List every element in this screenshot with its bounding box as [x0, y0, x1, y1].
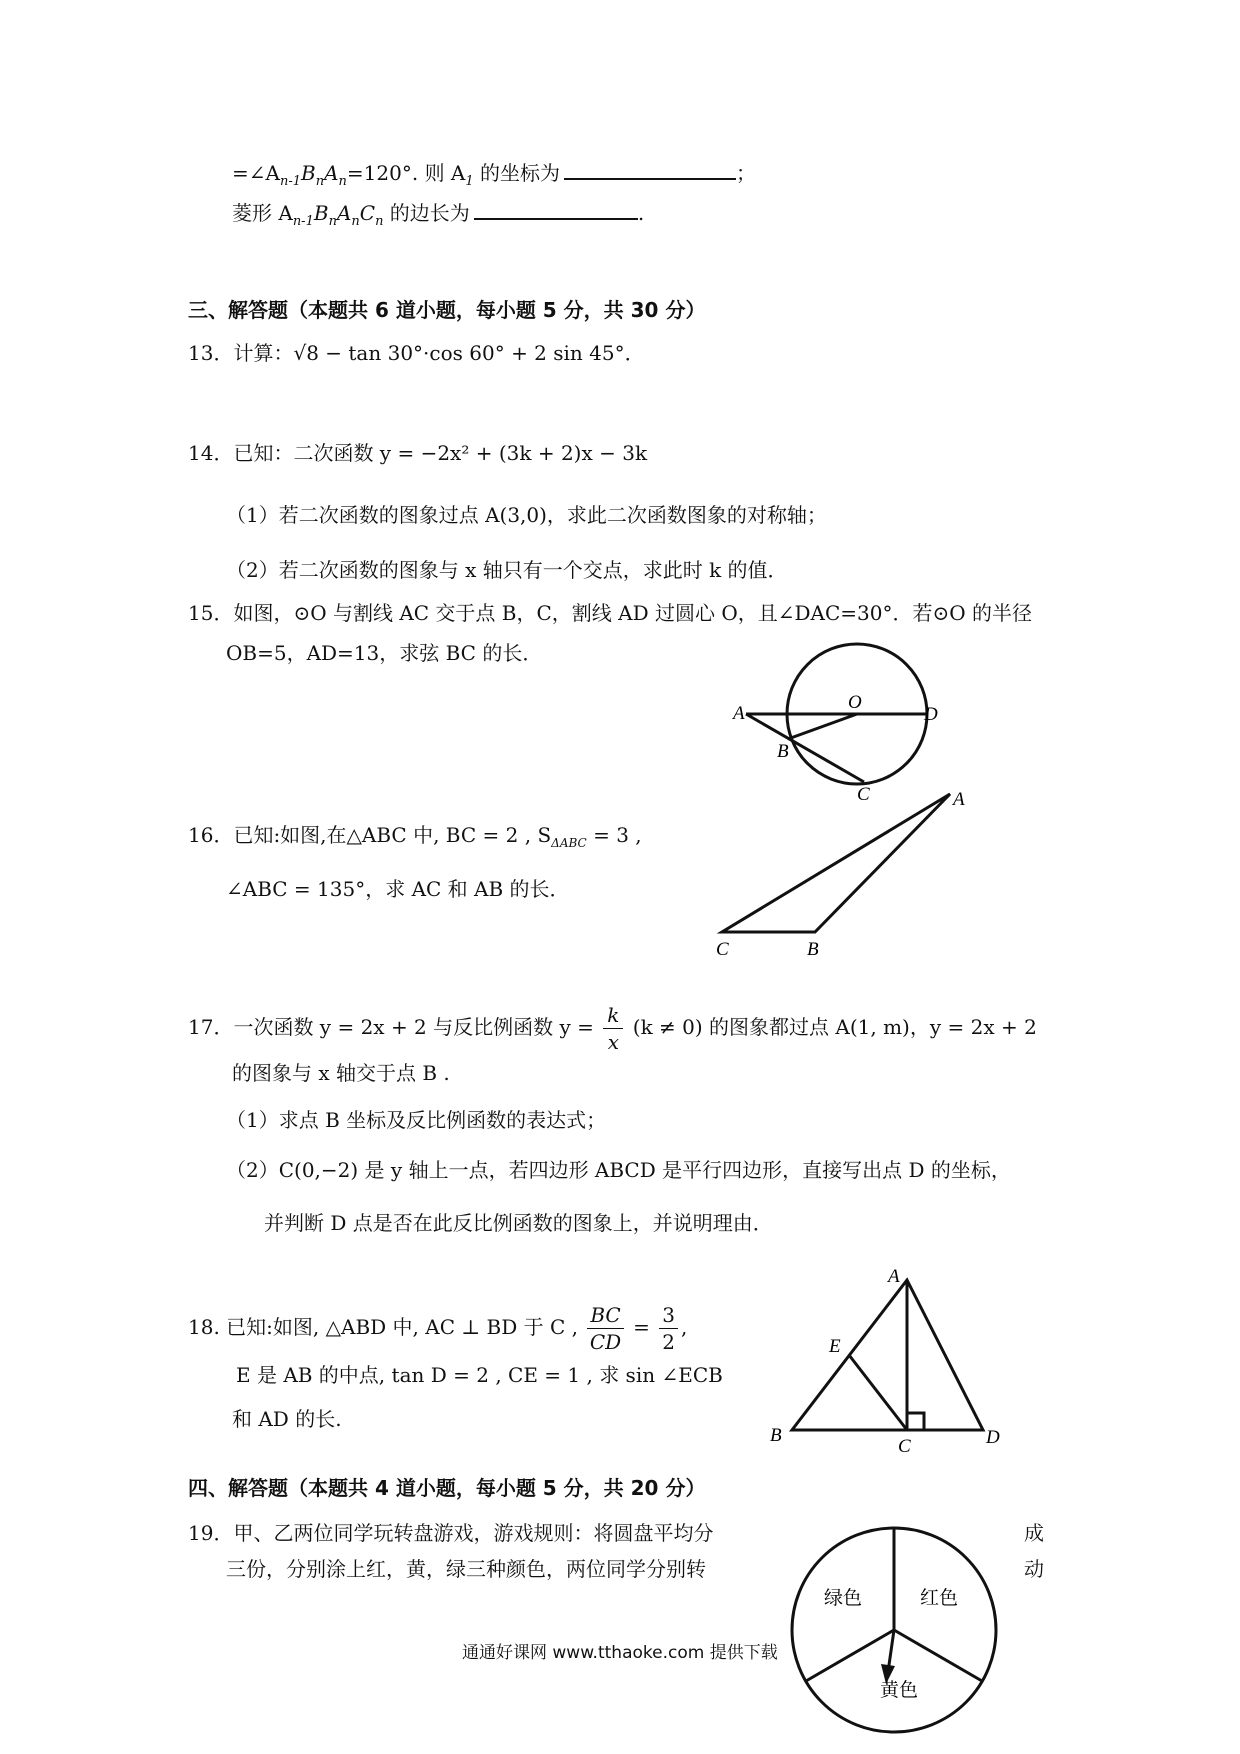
q18-label-d: D [986, 1427, 1000, 1448]
q18-label-e: E [829, 1336, 841, 1357]
q17-part2: （2）C(0,−2) 是 y 轴上一点，若四边形 ABCD 是平行四边形，直接写出点 D 的坐标， [226, 1158, 1011, 1182]
section-4-title: 四、解答题（本题共 4 道小题，每小题 5 分，共 20 分） [188, 1476, 706, 1500]
q17-line2: 的图象与 x 轴交于点 B . [232, 1061, 450, 1085]
q18-label-c: C [898, 1436, 911, 1457]
q16-label-c: C [716, 939, 729, 960]
q15-secant-ac [746, 714, 864, 782]
q18-label-b: B [770, 1425, 782, 1446]
q15-label-c: C [857, 784, 870, 805]
q15-line2: OB=5，AD=13，求弦 BC 的长． [226, 641, 543, 665]
q15-label-o: O [848, 692, 862, 713]
q16-triangle [722, 794, 950, 932]
q16-line1: 16．已知:如图,在△ABC 中, BC = 2 , $S_{\Delta ABC} = 3$ , [188, 823, 642, 850]
q19-line2-end: 动 [1024, 1557, 1044, 1581]
line-angle-condition: $=\angle A_{n-1}B_nA_n=120^\circ$. 则 $A_1$ 的坐标为 ； [232, 161, 757, 189]
q14-part2: （2）若二次函数的图象与 x 轴只有一个交点，求此时 k 的值． [226, 558, 788, 582]
q18-fraction-3-2: $\frac{3}{2}$ [659, 1302, 678, 1355]
q15-label-d: D [924, 704, 938, 725]
q19-label-red: 红色 [920, 1587, 959, 1609]
q14-stem: 14．已知：二次函数 y = −2x² + (3k + 2)x − 3k [188, 441, 648, 465]
q19-label-yellow: 黄色 [880, 1679, 919, 1701]
q16-label-b: B [807, 939, 819, 960]
q19-spinner-wheel[interactable] [792, 1528, 996, 1732]
q19-divider-right [894, 1630, 982, 1681]
q17-line1: 17．一次函数 y = 2x + 2 与反比例函数 y = $\frac{k}{x}$ (k ≠ 0) 的图象都过点 A(1, m)，y = 2x + 2 [188, 1003, 1037, 1054]
q19-divider-left [806, 1630, 894, 1681]
q17-part3: 并判断 D 点是否在此反比例函数的图象上，并说明理由． [264, 1211, 773, 1235]
q15-line1: 15．如图，⊙O 与割线 AC 交于点 B，C，割线 AD 过圆心 O，且∠DAC=30°．若⊙O 的半径 [188, 601, 1032, 625]
q18-right-angle-mark [907, 1413, 924, 1430]
q18-line2: E 是 AB 的中点, tan D = 2 , CE = 1 , 求 sin ∠ECB [236, 1363, 723, 1387]
q18-segment-ce [849, 1355, 907, 1430]
q18-label-a: A [888, 1266, 900, 1287]
q16-line2: ∠ABC = 135°，求 AC 和 AB 的长． [226, 877, 570, 901]
line-rhombus-side: 菱形 $A_{n-1}B_nA_nC_n$ 的边长为 . [232, 201, 645, 229]
q15-label-a: A [733, 703, 745, 724]
q18-line3: 和 AD 的长. [232, 1407, 342, 1431]
q19-label-green: 绿色 [824, 1587, 863, 1609]
q19-line1: 19．甲、乙两位同学玩转盘游戏，游戏规则：将圆盘平均分 [188, 1521, 714, 1545]
q17-fraction: $\frac{k}{x}$ [603, 1002, 623, 1055]
q18-line1: 18. 已知:如图, △ABD 中, AC ⊥ BD 于 C , $\frac{BC}{CD}$ = $\frac{3}{2}$ , [188, 1303, 688, 1354]
q19-line1-end: 成 [1024, 1521, 1044, 1545]
q18-fraction-bc-cd: $\frac{BC}{CD}$ [587, 1302, 623, 1355]
q15-radius-ob [788, 714, 857, 739]
q15-figure [746, 644, 927, 784]
section-3-title: 三、解答题（本题共 6 道小题，每小题 5 分，共 30 分） [188, 298, 706, 322]
q16-label-a: A [953, 789, 965, 810]
q13-text: 13．计算：√8 − tan 30°·cos 60° + 2 sin 45°． [188, 341, 645, 365]
q18-figure [792, 1280, 983, 1430]
footer-text: 通通好课网 www.tthaoke.com 提供下载 [462, 1643, 778, 1663]
q14-part1: （1）若二次函数的图象过点 A(3,0)，求此二次函数图象的对称轴； [226, 503, 827, 527]
q15-label-b: B [777, 741, 789, 762]
q19-line2: 三份，分别涂上红，黄，绿三种颜色，两位同学分别转 [226, 1557, 706, 1581]
q17-part1: （1）求点 B 坐标及反比例函数的表达式； [226, 1108, 607, 1132]
q18-triangle [792, 1280, 983, 1430]
